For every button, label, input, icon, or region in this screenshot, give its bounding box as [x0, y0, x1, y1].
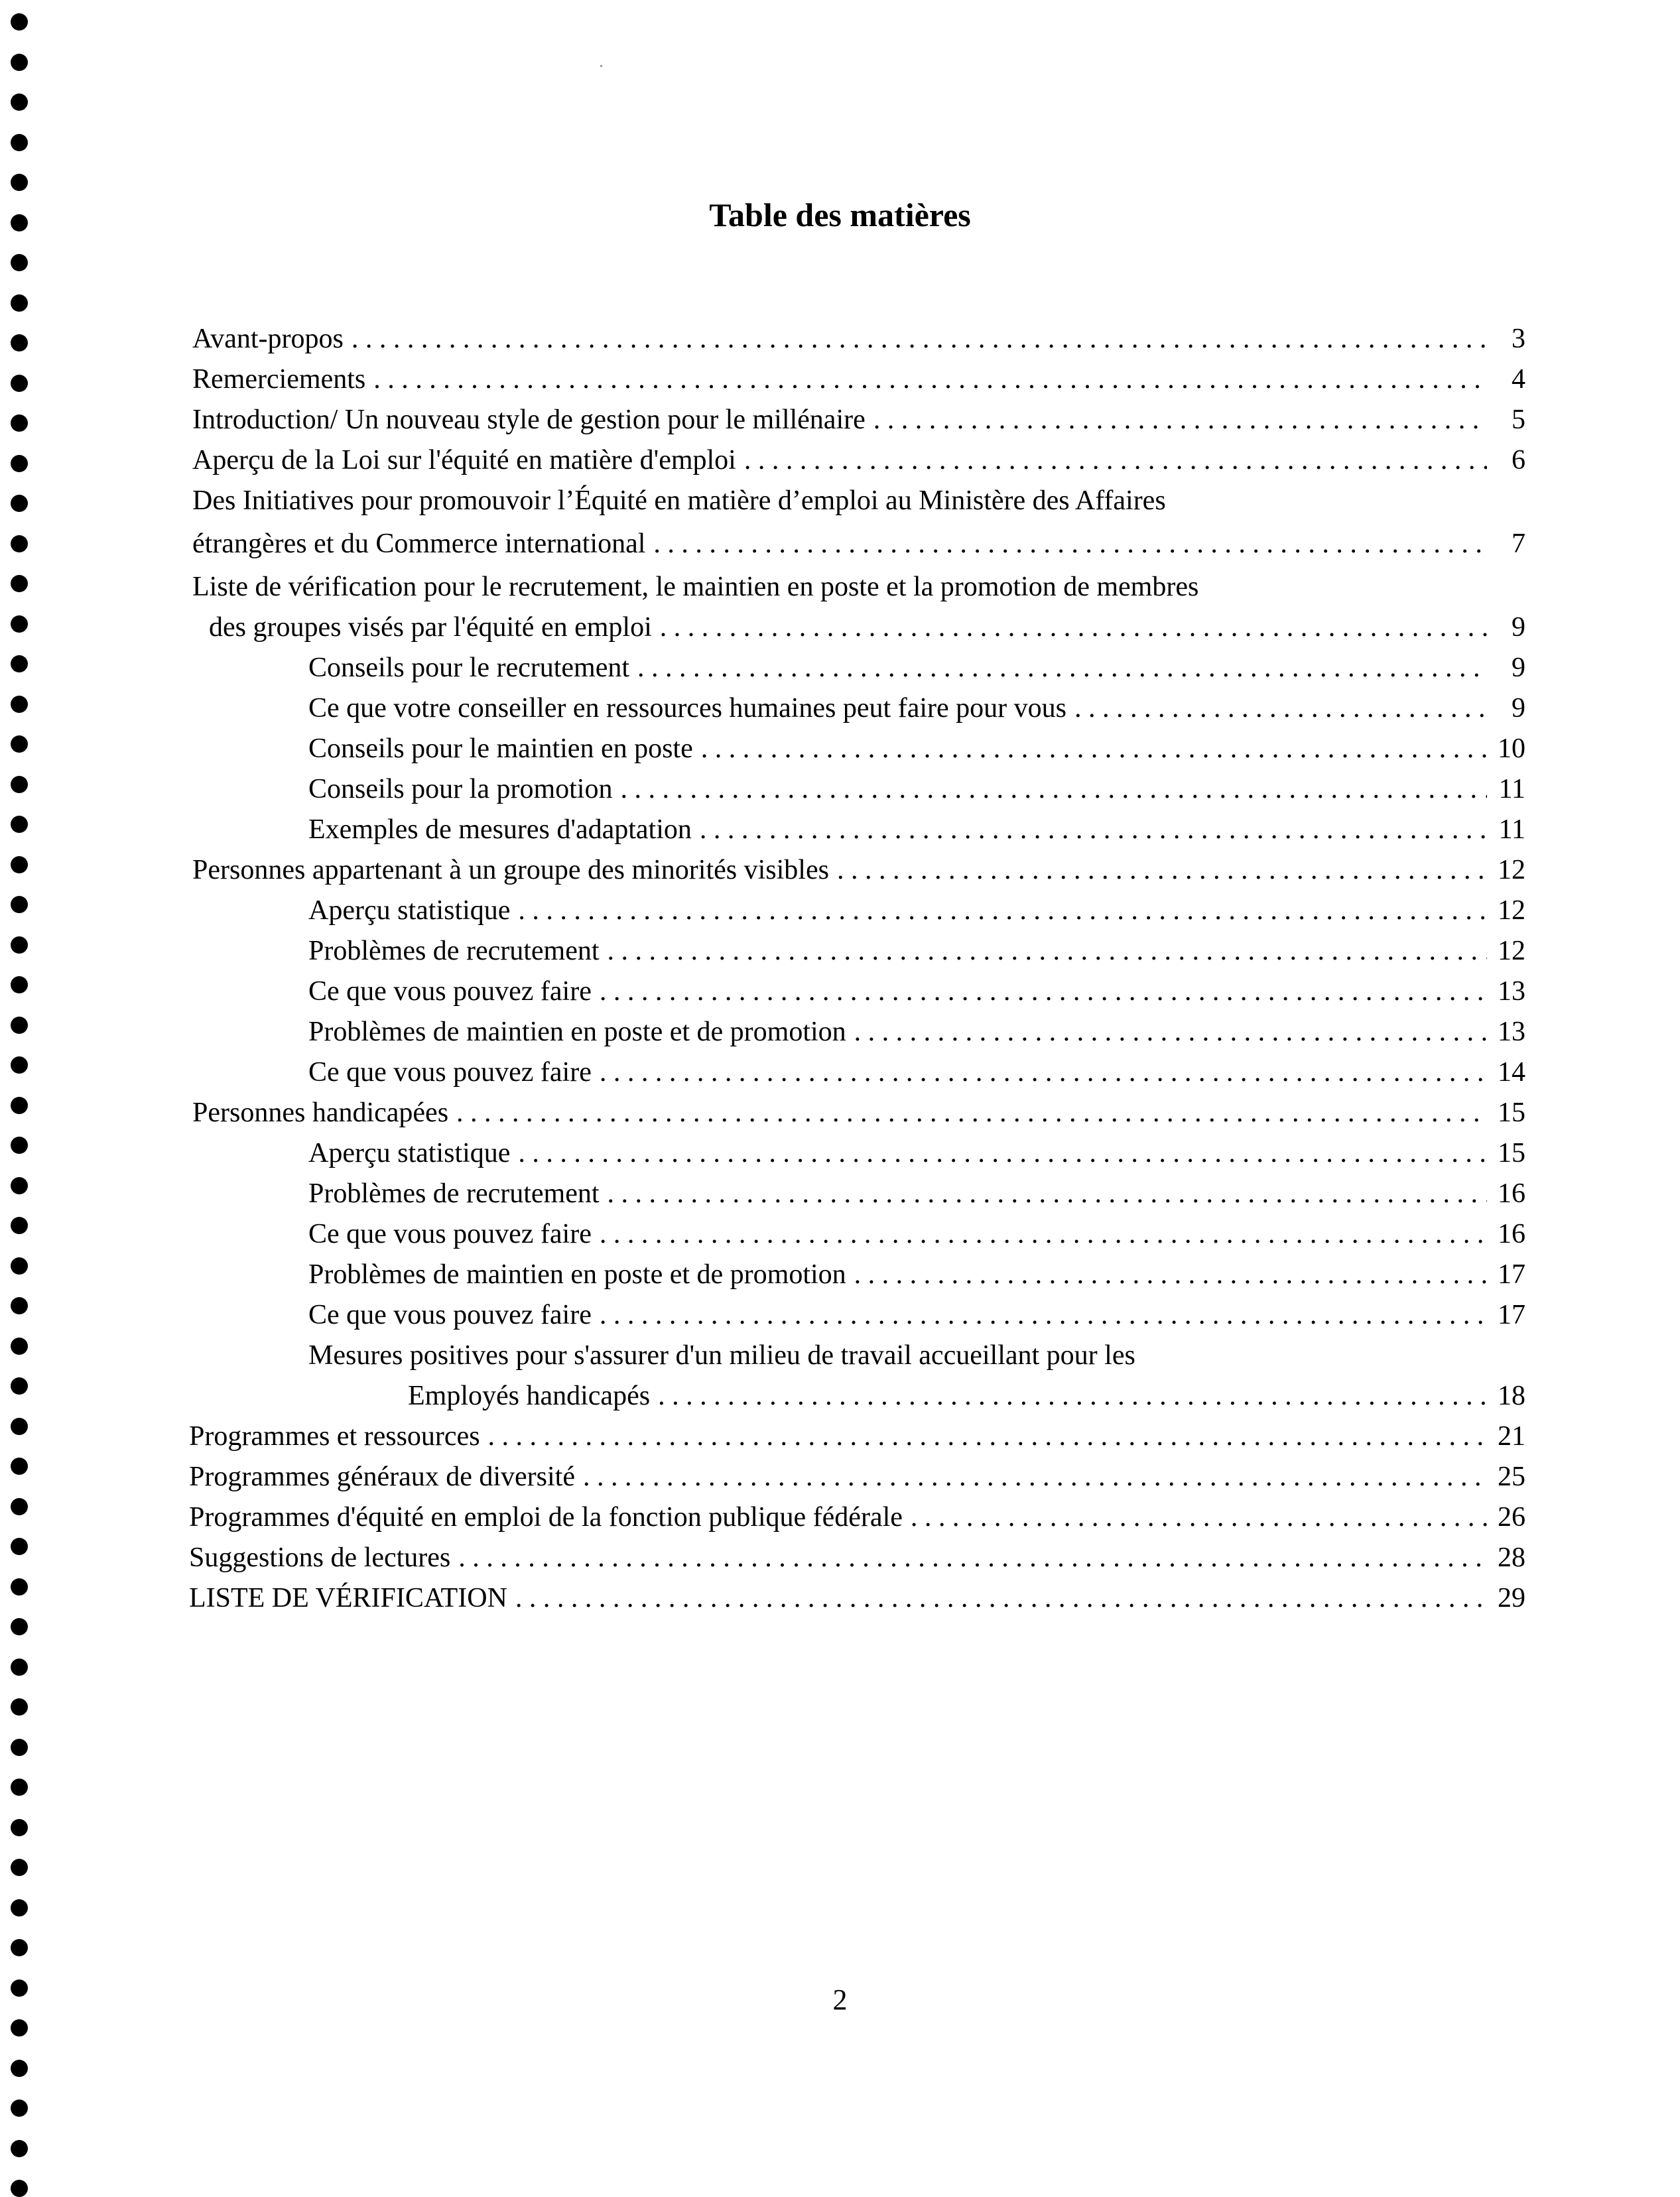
binding-hole	[11, 976, 28, 993]
toc-entry-page: 21	[1498, 1421, 1525, 1452]
binding-hole	[11, 1498, 28, 1515]
binding-hole	[11, 1137, 28, 1154]
toc-entry-title: Problèmes de recrutement	[308, 936, 600, 966]
dot-leader	[583, 1460, 1487, 1494]
toc-entry	[192, 1096, 1525, 1130]
dot-leader	[873, 403, 1487, 437]
dot-leader	[701, 731, 1487, 766]
binding-hole	[11, 2060, 28, 2077]
toc-entry-page: 12	[1498, 895, 1525, 926]
binding-hole	[11, 94, 28, 111]
toc-entry	[189, 1460, 1525, 1494]
binding-hole	[11, 1698, 28, 1716]
toc-entry	[192, 443, 1525, 477]
toc-entry-title: Introduction/ Un nouveau style de gestion pour le millénaire	[192, 405, 866, 435]
toc-entry-title: Problèmes de maintien en poste et de promotion	[308, 1259, 846, 1290]
toc-entry	[189, 1500, 1525, 1535]
dot-leader	[854, 1015, 1487, 1049]
toc-entry-title: Ce que votre conseiller en ressources humaines peut faire pour vous	[308, 693, 1066, 723]
toc-entry-page: 29	[1498, 1583, 1525, 1613]
toc-entry-page: 11	[1498, 814, 1525, 845]
toc-entry-page: 12	[1498, 936, 1525, 966]
dot-leader	[700, 812, 1487, 847]
binding-hole	[11, 1458, 28, 1475]
dot-leader	[620, 772, 1487, 806]
toc-entry-title-line1: Mesures positives pour s'assurer d'un milieu de travail accueillant pour les	[308, 1340, 1135, 1371]
binding-hole	[11, 1257, 28, 1275]
binding-hole	[11, 1939, 28, 1956]
toc-entry-title: Aperçu de la Loi sur l'équité en matière d'emploi	[192, 445, 736, 475]
toc-entry-title: LISTE DE VÉRIFICATION	[189, 1583, 507, 1613]
toc-entry-page: 28	[1498, 1542, 1525, 1573]
toc-entry-title: Programmes généraux de diversité	[189, 1462, 575, 1492]
toc-entry-title: Conseils pour le recrutement	[308, 653, 630, 683]
binding-hole	[11, 1377, 28, 1395]
toc-entry-page: 5	[1512, 405, 1525, 435]
dot-leader	[515, 1581, 1487, 1615]
binding-hole	[11, 1659, 28, 1676]
binding-hole	[11, 1338, 28, 1355]
toc-entry-title-line1: Des Initiatives pour promouvoir l’Équité en matière d’emploi au Ministère des Affaires	[192, 485, 1166, 516]
binding-hole	[11, 896, 28, 913]
binding-hole	[11, 455, 28, 472]
binding-hole	[11, 1819, 28, 1836]
toc-entry-page: 16	[1498, 1178, 1525, 1209]
dot-leader	[837, 853, 1487, 887]
toc-entry-page: 17	[1498, 1300, 1525, 1330]
dot-leader	[456, 1096, 1487, 1130]
toc-entry-page: 3	[1512, 324, 1525, 354]
dot-leader	[744, 443, 1487, 477]
binding-hole	[11, 134, 28, 151]
toc-entry	[192, 853, 1525, 887]
dot-leader	[608, 1176, 1488, 1211]
toc-entry-title: Programmes et ressources	[189, 1421, 480, 1452]
dot-leader	[458, 1540, 1487, 1575]
binding-hole	[11, 535, 28, 552]
dot-leader	[518, 1136, 1487, 1170]
toc-entry-page: 9	[1512, 653, 1525, 683]
toc-entry-title: Employés handicapés	[408, 1381, 651, 1411]
binding-hole	[11, 1177, 28, 1194]
toc-entry	[189, 1540, 1525, 1575]
dot-leader	[653, 527, 1487, 561]
binding-hole	[11, 334, 28, 351]
dot-leader	[854, 1257, 1487, 1292]
dot-leader	[658, 1379, 1487, 1413]
binding-hole	[11, 254, 28, 271]
dot-leader	[600, 1298, 1487, 1332]
toc-entry-title-line1: Liste de vérification pour le recrutement, le maintien en poste et la promotion de membres	[192, 572, 1199, 602]
binding-hole	[11, 2100, 28, 2117]
toc-subentry	[308, 1136, 1525, 1170]
toc-entry-page: 13	[1498, 1017, 1525, 1047]
binding-hole	[11, 1538, 28, 1555]
toc-subentry	[408, 1379, 1525, 1413]
toc-entry-title: Avant-propos	[192, 324, 344, 354]
toc-entry-line1	[192, 483, 1525, 518]
binding-hole	[11, 2140, 28, 2157]
toc-subentry	[308, 1298, 1525, 1332]
dot-leader	[1074, 691, 1487, 725]
binding-hole	[11, 1056, 28, 1074]
binding-hole	[11, 2180, 28, 2197]
binding-hole	[11, 1739, 28, 1756]
toc-entry-page: 4	[1512, 364, 1525, 395]
toc-entry-title: Ce que vous pouvez faire	[308, 1300, 592, 1330]
toc-entry-page: 9	[1512, 693, 1525, 723]
toc-entry	[189, 1581, 1525, 1615]
scan-speck	[600, 65, 602, 67]
toc-subentry	[308, 1015, 1525, 1049]
toc-entry-title: Ce que vous pouvez faire	[308, 1057, 592, 1088]
toc-subentry	[308, 731, 1525, 766]
toc-entry	[192, 527, 1525, 561]
binding-hole	[11, 1618, 28, 1635]
dot-leader	[637, 651, 1487, 685]
toc-entry-page: 13	[1498, 976, 1525, 1007]
binding-hole	[11, 1217, 28, 1234]
dot-leader	[600, 1217, 1487, 1251]
toc-entry-line1	[192, 570, 1525, 604]
toc-subentry	[308, 651, 1525, 685]
toc-entry-title: Programmes d'équité en emploi de la fonction publique fédérale	[189, 1502, 903, 1533]
binding-hole	[11, 615, 28, 633]
toc-entry-title: Problèmes de recrutement	[308, 1178, 600, 1209]
binding-hole	[11, 1097, 28, 1114]
toc-entry-page: 25	[1498, 1462, 1525, 1492]
toc-subentry	[308, 812, 1525, 847]
binding-hole	[11, 776, 28, 793]
binding-hole	[11, 696, 28, 713]
binding-hole	[11, 936, 28, 954]
binding-hole	[11, 495, 28, 512]
binding-hole	[11, 1418, 28, 1435]
dot-leader	[911, 1500, 1487, 1535]
toc-entry	[189, 1419, 1525, 1454]
binding-hole	[11, 13, 28, 31]
toc-entry-title: Aperçu statistique	[308, 1138, 511, 1168]
toc-entry	[192, 403, 1525, 437]
toc-entry-page: 16	[1498, 1219, 1525, 1249]
toc-entry-title: Aperçu statistique	[308, 895, 511, 926]
toc-subentry	[308, 974, 1525, 1009]
toc-entry-page: 15	[1498, 1098, 1525, 1128]
toc-subentry	[308, 772, 1525, 806]
toc-entry-title: étrangères et du Commerce international	[192, 529, 646, 559]
binding-hole	[11, 1578, 28, 1596]
binding-hole	[11, 1779, 28, 1796]
toc-entry-page: 6	[1512, 445, 1525, 475]
toc-entry-page: 18	[1498, 1381, 1525, 1411]
toc-entry-title: Exemples de mesures d'adaptation	[308, 814, 692, 845]
dot-leader	[600, 974, 1487, 1009]
toc-entry-title: Suggestions de lectures	[189, 1542, 451, 1573]
toc-entry	[192, 362, 1525, 397]
toc-entry	[209, 610, 1525, 645]
toc-entry-page: 17	[1498, 1259, 1525, 1290]
toc-subentry	[308, 1176, 1525, 1211]
page-title: Table des matières	[709, 196, 971, 233]
dot-leader	[608, 934, 1488, 968]
toc-entry-page: 9	[1512, 612, 1525, 643]
binding-hole	[11, 1017, 28, 1034]
toc-entry-page: 26	[1498, 1502, 1525, 1533]
dot-leader	[488, 1419, 1487, 1454]
toc-entry-page: 15	[1498, 1138, 1525, 1168]
binding-hole	[11, 2019, 28, 2037]
toc-entry-page: 12	[1498, 855, 1525, 885]
toc-subentry	[308, 691, 1525, 725]
toc-entry-title: Conseils pour la promotion	[308, 774, 613, 804]
toc-entry-title: Problèmes de maintien en poste et de promotion	[308, 1017, 846, 1047]
toc-entry-title: Conseils pour le maintien en poste	[308, 733, 693, 764]
toc-entry-title: Ce que vous pouvez faire	[308, 976, 592, 1007]
binding-hole	[11, 1859, 28, 1876]
dot-leader	[373, 362, 1487, 397]
dot-leader	[600, 1055, 1487, 1090]
toc-entry-page: 7	[1512, 529, 1525, 559]
dot-leader	[660, 610, 1487, 645]
page-number: 2	[832, 1983, 848, 2016]
binding-hole	[11, 375, 28, 392]
binding-holes	[0, 0, 40, 2191]
binding-hole	[11, 735, 28, 753]
toc-entry-title: Personnes handicapées	[192, 1098, 449, 1128]
binding-hole	[11, 1297, 28, 1314]
binding-hole	[11, 1899, 28, 1916]
toc-subentry	[308, 1257, 1525, 1292]
binding-hole	[11, 174, 28, 191]
toc-subentry	[308, 1217, 1525, 1251]
toc-entry-page: 14	[1498, 1057, 1525, 1088]
binding-hole	[11, 816, 28, 833]
toc-subentry	[308, 934, 1525, 968]
toc-entry-title: Personnes appartenant à un groupe des minorités visibles	[192, 855, 829, 885]
binding-hole	[11, 54, 28, 71]
toc-subentry-line1	[308, 1338, 1525, 1373]
binding-hole	[11, 655, 28, 672]
binding-hole	[11, 575, 28, 592]
dot-leader	[352, 322, 1487, 356]
toc-entry	[192, 322, 1525, 356]
toc-subentry	[308, 893, 1525, 928]
toc-entry-title: des groupes visés par l'équité en emploi	[209, 612, 652, 643]
binding-hole	[11, 414, 28, 432]
toc-entry-title: Ce que vous pouvez faire	[308, 1219, 592, 1249]
binding-hole	[11, 294, 28, 312]
toc-entry-title: Remerciements	[192, 364, 366, 395]
toc-entry-page: 10	[1498, 733, 1525, 764]
toc-subentry	[308, 1055, 1525, 1090]
dot-leader	[518, 893, 1487, 928]
binding-hole	[11, 856, 28, 873]
toc-entry-page: 11	[1498, 774, 1525, 804]
